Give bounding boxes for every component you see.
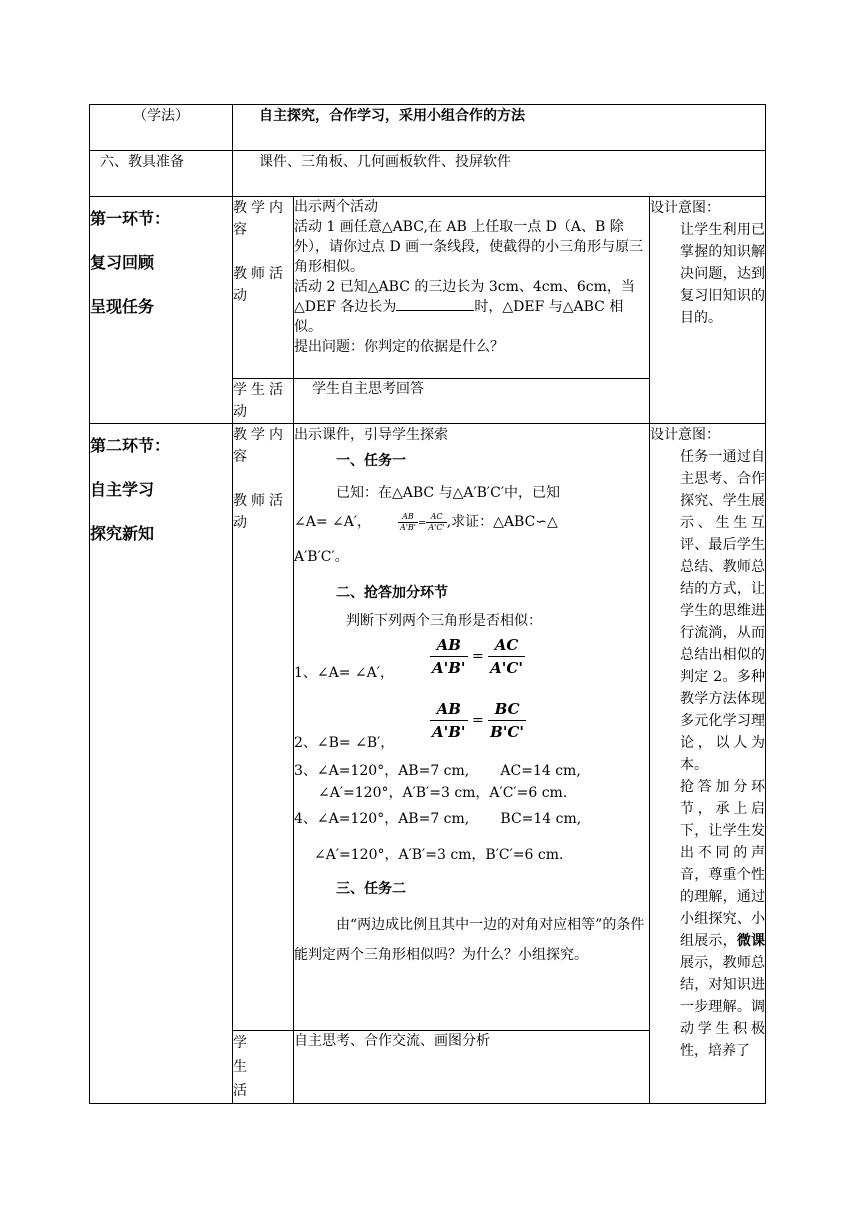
stage2-title-line1: 第二环节： <box>90 436 171 455</box>
task2-text: 由“两边成比例且其中一边的对角对应相等”的条件能判定两个三角形相似吗？为什么？小组探究。 <box>294 917 645 963</box>
item2-angle: 2、∠B= ∠B′， <box>294 735 395 751</box>
stage1-teacher-label: 教师活动 <box>233 266 287 304</box>
task1-given: 已知：在△ABC 与△A′B′C′中，已知 <box>336 485 560 501</box>
method-label: （学法） <box>90 105 233 151</box>
stage1-teacher-row <box>90 197 766 379</box>
stage1-activity2: 活动 2 已知△ABC 的三边长为 3cm、4cm、6cm，当△DEF 各边长为 时，△DEF 与△ABC 相似。 <box>294 279 635 335</box>
item1 <box>294 634 649 684</box>
answer-blank <box>396 297 474 311</box>
task1-title: 一、任务一 <box>336 453 406 469</box>
stage1-title-line3: 呈现任务 <box>90 297 155 316</box>
task1-condition: ∠A= ∠A′， $\frac{AB}{A'B'}$ = $\frac{AC}{A'C'}$ ,求证：△ABC∽△ <box>294 511 558 532</box>
item1-angle: 1、∠A= ∠A′， <box>294 665 394 681</box>
stage2-title-line3: 探究新知 <box>90 524 155 543</box>
stage2-content-label: 教学内容 <box>233 427 287 465</box>
method-row <box>90 105 766 151</box>
stage2-intent-p2: 抢答加分环节，承上启下，让学生发出不同的声音，尊重个性的理解，通过小组探究、小组展示，微课展示，教师总结，对知识进一步理解。调动学生积极性，培养了 <box>680 779 766 1059</box>
task1-end: A′B′C′。 <box>294 549 349 565</box>
stage2-intent <box>650 424 766 1104</box>
stage1-student-label: 学生活动 <box>233 379 294 424</box>
stage1-line1: 出示两个活动 <box>294 199 378 215</box>
item4-line2: ∠A′=120°，A′B′=3 cm，B′C′=6 cm. <box>314 847 564 863</box>
stage2-intent-p1: 任务一通过自主思考、合作探究、学生展示、生生互评、最后学生总结、教师总结的方式，让学生的思维进行流淌，从而总结出相似的判定 2。多种教学方法体现多元化学习理论，以人为本。 <box>680 449 766 773</box>
stage1-intent-title: 设计意图： <box>650 200 720 216</box>
task1-prove: ,求证：△ABC∽△ <box>446 514 558 530</box>
tools-row <box>90 151 766 197</box>
stage1-labels <box>233 197 294 379</box>
stage2-teacher-label: 教师活动 <box>233 493 287 531</box>
stage1-activity1: 活动 1 画任意△ABC,在 AB 上任取一点 D（A、B 除外），请你过点 D 画一条线段，使截得的小三角形与原三角形相似。 <box>294 219 644 275</box>
stage1-question: 提出问题：你判定的依据是什么？ <box>294 339 504 355</box>
stage2-title-line2: 自主学习 <box>90 480 155 499</box>
stage1-title-line2: 复习回顾 <box>90 253 155 272</box>
stage1-title-line1: 第一环节： <box>90 209 171 228</box>
item1-equation: $\frac{AB}{A'B'}$ = $\frac{AC}{A'C'}$ <box>432 636 523 677</box>
stage2-student-label: 学生活 <box>233 1031 294 1104</box>
stage1-intent-text: 让学生利用已掌握的知识解决问题，达到复习旧知识的目的。 <box>680 222 766 326</box>
stage1-student-activity: 学生自主思考回答 <box>294 379 650 424</box>
task1-ratio-ab: $\frac{AB}{A'B'}$ <box>399 511 417 532</box>
section2-prompt: 判断下列两个三角形是否相似： <box>346 613 542 629</box>
tools-content: 课件、三角板、几何画板软件、投屏软件 <box>233 151 766 197</box>
stage2-labels <box>233 424 294 1031</box>
stage2-student-activity: 自主思考、合作交流、画图分析 <box>294 1031 650 1104</box>
stage1-content-label: 教学内容 <box>233 200 287 238</box>
item4-line1: 4、∠A=120°，AB=7 cm, BC=14 cm, <box>294 811 582 827</box>
tools-label: 六、教具准备 <box>90 151 233 197</box>
stage2-teacher-activity <box>294 424 650 1031</box>
micro-lesson-term: 微课 <box>736 933 766 949</box>
task1-ratio-ac: $\frac{AC}{A'C'}$ <box>428 511 445 532</box>
item2-equation: $\frac{AB}{A'B'}$ = $\frac{BC}{B'C'}$ <box>432 700 524 741</box>
stage2-intent-title: 设计意图： <box>650 427 720 443</box>
method-content: 自主探究，合作学习，采用小组合作的方法 <box>233 105 766 151</box>
stage1-title <box>90 197 233 424</box>
section2-title: 二、抢答加分环节 <box>336 585 448 601</box>
lesson-plan-table <box>89 104 766 1104</box>
task1-angle: ∠A= ∠A′， <box>294 514 372 530</box>
task2-title: 三、任务二 <box>336 881 406 897</box>
stage2-title <box>90 424 233 1104</box>
stage2-teacher-row <box>90 424 766 1031</box>
item3-line1: 3、∠A=120°，AB=7 cm, AC=14 cm, <box>294 763 581 779</box>
stage1-teacher-activity <box>294 197 650 379</box>
item2 <box>294 698 649 756</box>
item3-line2: ∠A′=120°，A′B′=3 cm，A′C′=6 cm. <box>318 785 568 801</box>
stage1-intent <box>650 197 766 424</box>
stage2-intro: 出示课件，引导学生探索 <box>294 427 448 443</box>
